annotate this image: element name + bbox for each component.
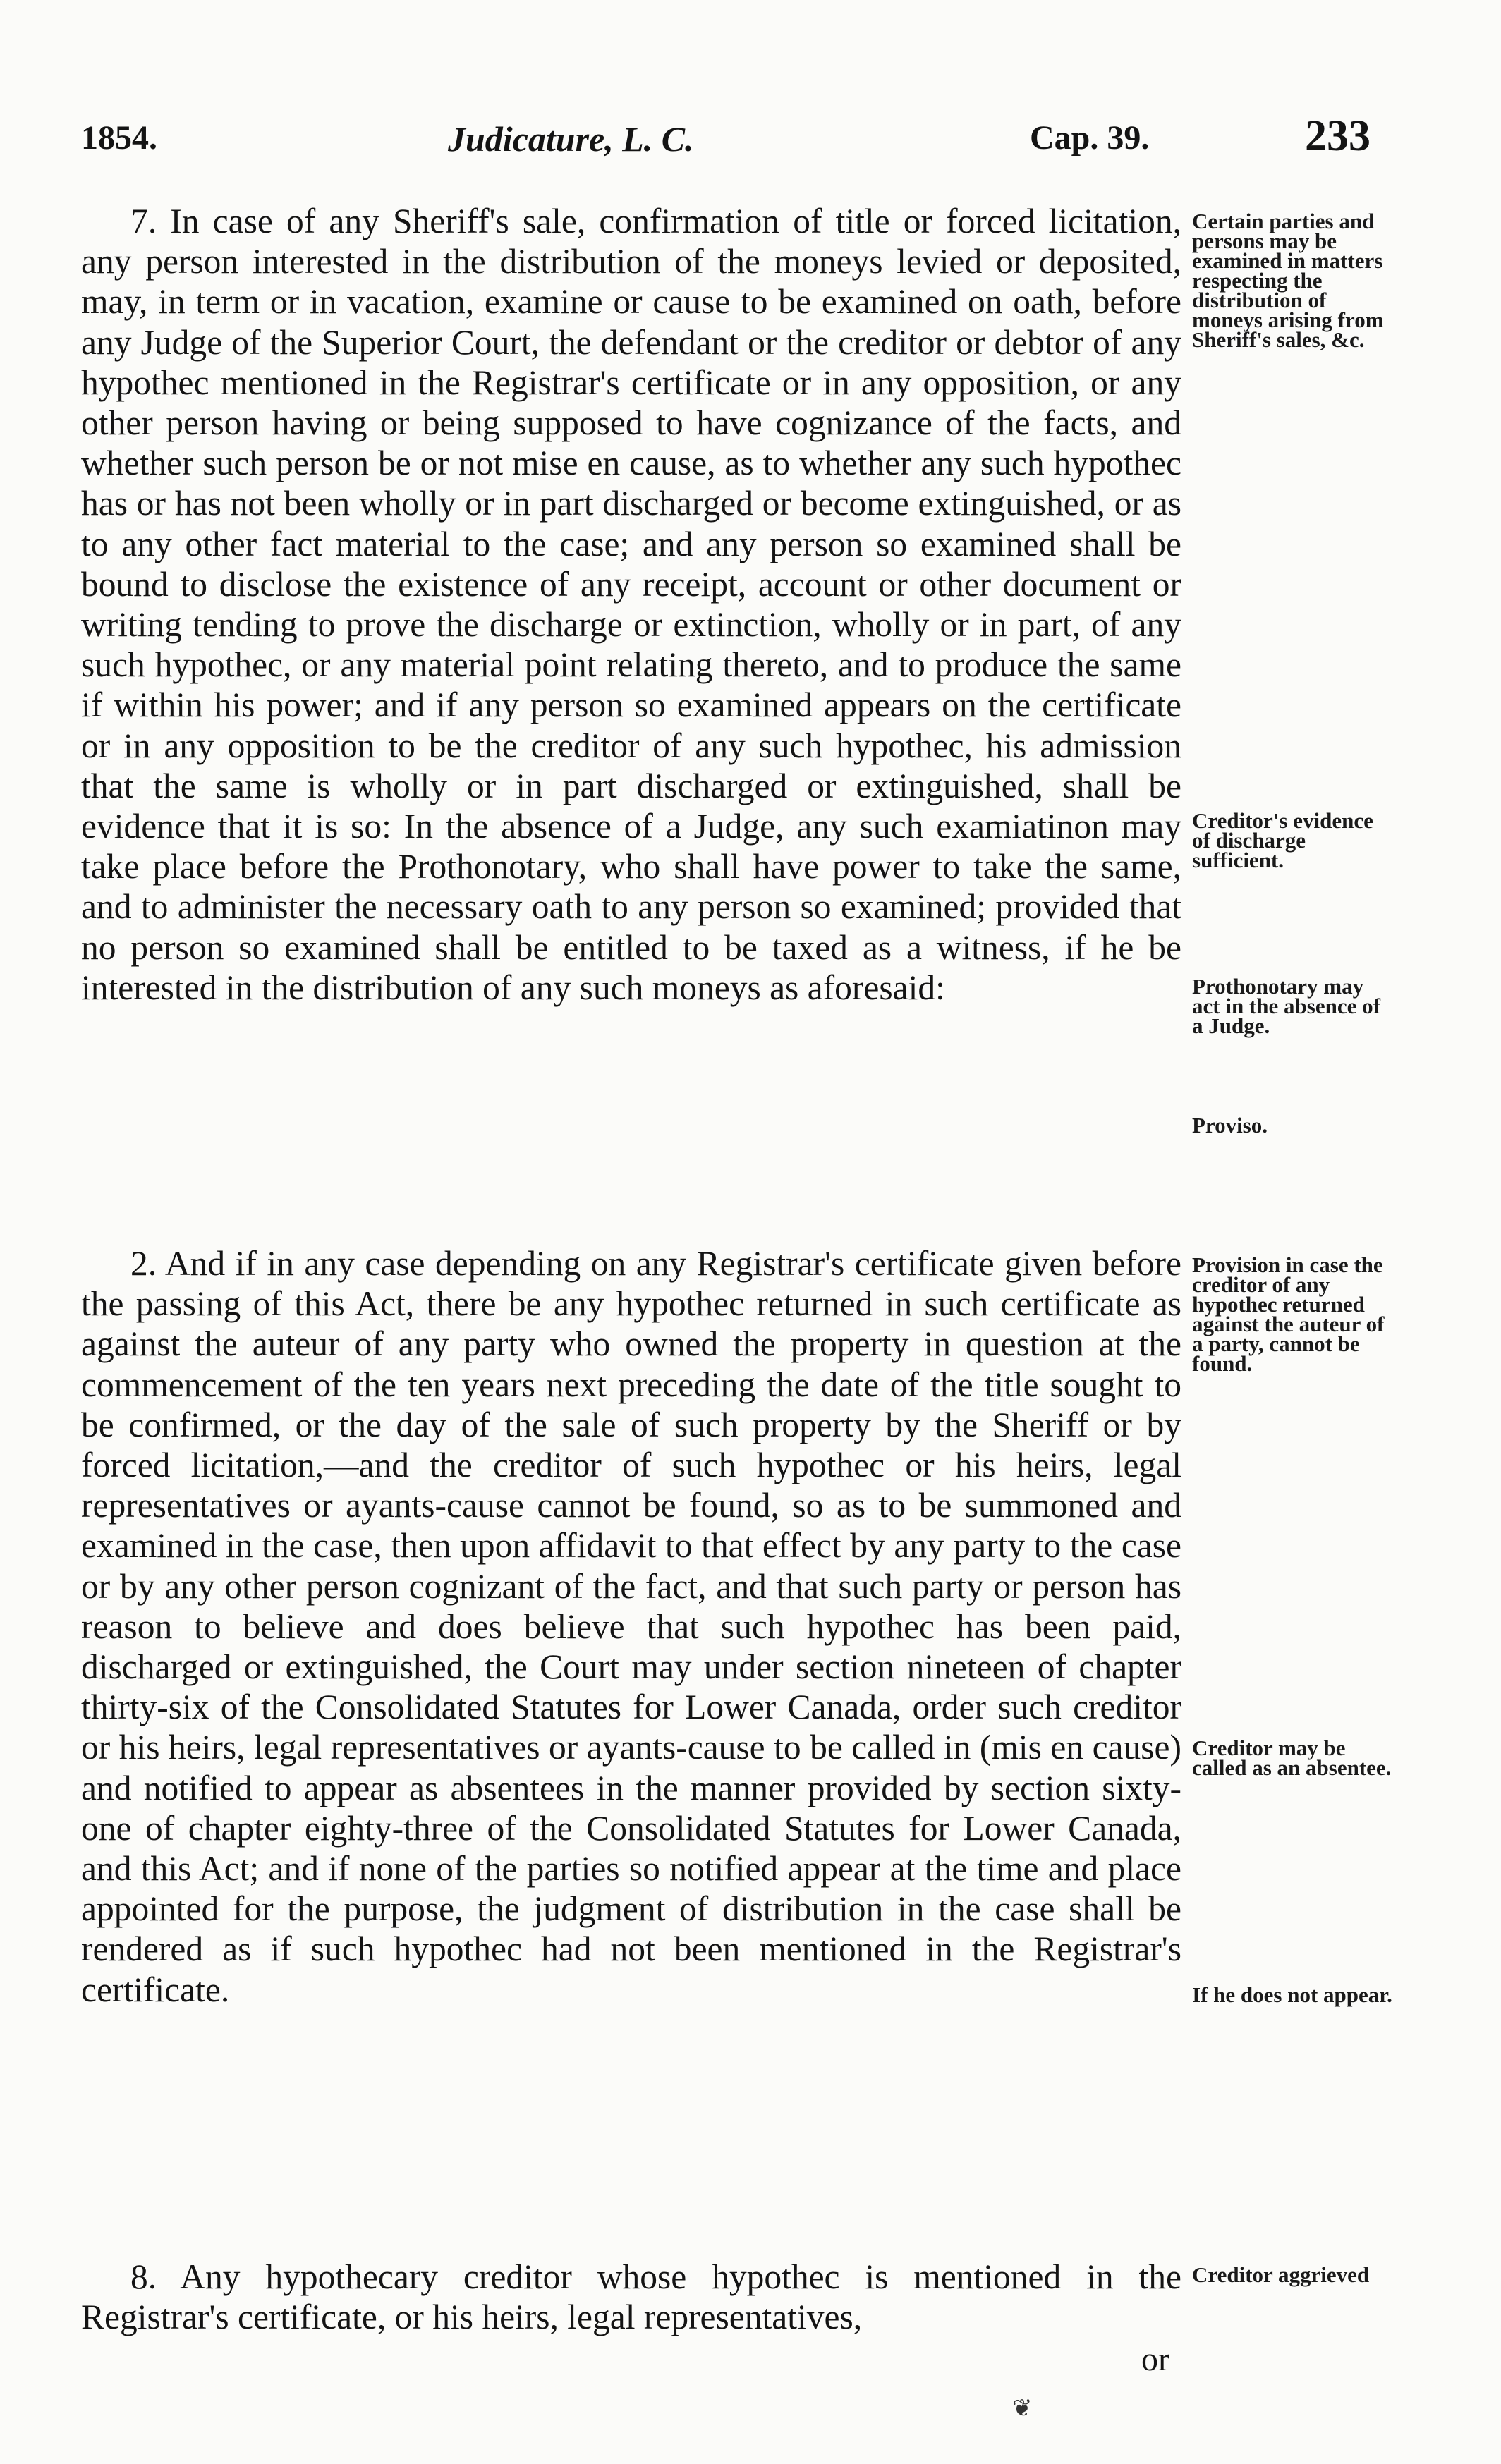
- header-year: 1854.: [81, 119, 157, 157]
- catchword: or: [1141, 2341, 1169, 2378]
- section-8: [81, 2257, 1181, 2337]
- margin-note-not-appear: If he does not appear.: [1192, 1982, 1392, 2007]
- header-chapter: Cap. 39.: [1030, 119, 1150, 157]
- page-number: 233: [1305, 112, 1371, 160]
- section-8-text: 8. Any hypothecary creditor whose hypothec is mentioned in the Registrar's certificate, or his heirs, legal representatives,: [81, 2257, 1181, 2337]
- margin-note-absentee: Creditor may be called as an absentee.: [1192, 1736, 1392, 1780]
- margin-note-proviso: Proviso.: [1192, 1113, 1268, 1138]
- printer-ornament-icon: ❦: [1012, 2394, 1033, 2422]
- section-7-text: 7. In case of any Sheriff's sale, confirmation of title or forced licitation, any person interested in the distribution of the moneys levied or deposited, may, in term or in vacation, examine or cause to be examined on oath, before any Judge of the Superior Court, the defendant or the creditor or debtor of any hypothec mentioned in the Registrar's certificate or in any opposition, or any other person having or being supposed to have cognizance of the facts, and whether such person be or not mise en cause, as to whether any such hypothec has or has not been wholly or in part discharged or become extinguished, or as to any other fact material to the case; and any person so examined shall be bound to disclose the existence of any receipt, account or other document or writing tending to prove the discharge or extinction, wholly or in part, of any such hypothec, or any material point relating thereto, and to produce the same if within his power; and if any person so examined appears on the certificate or in any opposition to be the creditor of any such hypothec, his admission that the same is wholly or in part discharged or extinguished, shall be evidence that it is so: In the absence of a Judge, any such examiatinon may take place before the Prothonotary, who shall have power to take the same, and to administer the necessary oath to any person so examined; provided that no person so examined shall be entitled to be taxed as a witness, if he be interested in the distribution of any such moneys as aforesaid:: [81, 202, 1181, 1007]
- margin-note-evidence: Creditor's evidence of discharge sufficient.: [1192, 808, 1373, 872]
- section-2-text: 2. And if in any case depending on any Registrar's certificate given before the passing of this Act, there be any hypothec returned in such certificate as against the auteur of any party who owned the property in question at the commencement of the ten years next preceding the date of the title sought to be confirmed, or the day of the sale of such property by the Sheriff or by forced licitation,—and the creditor of such hypothec or his heirs, legal representatives or ayants-cause cannot be found, so as to be summoned and examined in the case, then upon affidavit to that effect by any party to the case or by any other person cognizant of the fact, and that such party or person has reason to believe and does believe that such hypothec has been paid, discharged or extinguished, the Court may under section nineteen of chapter thirty-six of the Consolidated Statutes for Lower Canada, order such creditor or his heirs, legal representatives or ayants-cause to be called in (mis en cause) and notified to appear as absentees in the manner provided by section sixty-one of chapter eighty-three of the Consolidated Statutes for Lower Canada, and this Act; and if none of the parties so notified appear at the time and place appointed for the purpose, the judgment of distribution in the case shall be rendered as if such hypothec had not been mentioned in the Registrar's certificate.: [81, 1244, 1181, 2009]
- margin-note-aggrieved: Creditor aggrieved: [1192, 2262, 1370, 2287]
- margin-note-prothonotary: Prothonotary may act in the absence of a Judge.: [1192, 974, 1380, 1038]
- section-2: [81, 1243, 1181, 2010]
- header-title: Judicature, L. C.: [448, 119, 694, 159]
- margin-note-provision: Provision in case the creditor of any hypothec returned against the auteur of a party, cannot be found.: [1192, 1252, 1385, 1376]
- section-7: [81, 201, 1181, 1008]
- running-header: [81, 106, 1421, 169]
- margin-note-examination: Certain parties and persons may be examined in matters respecting the distribution of moneys arising from Sheriff's sales, &c.: [1192, 209, 1384, 352]
